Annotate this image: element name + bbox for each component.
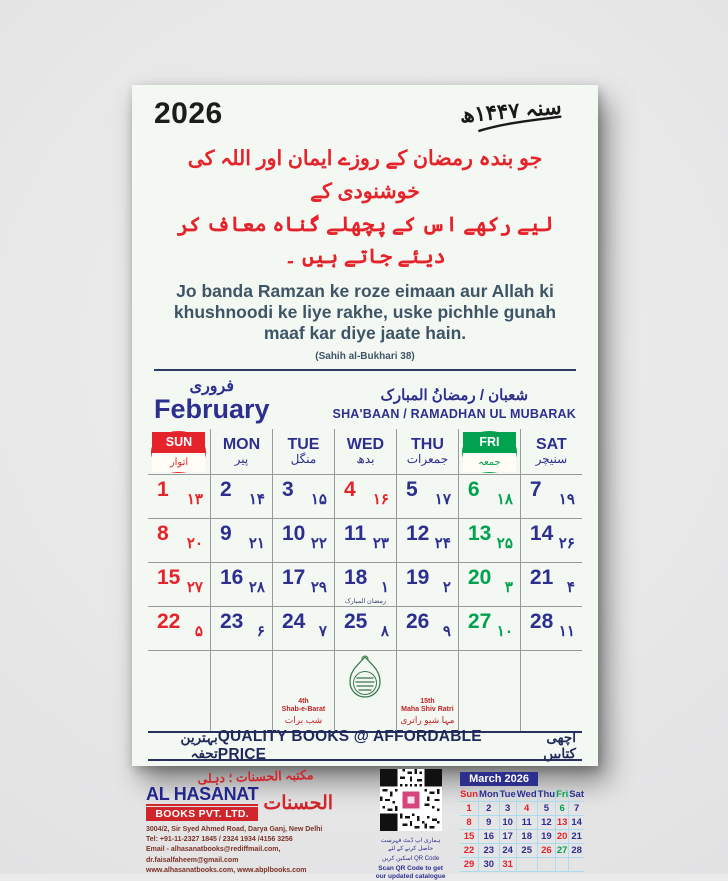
hijri-date: ۴	[566, 579, 575, 597]
hijri-date: ۱۱	[558, 623, 575, 641]
day-cell	[210, 607, 272, 650]
hadith-urdu-line1: جو بندہ رمضان کے روزے ایمان اور اللہ کی خوشنودی کے	[187, 147, 543, 203]
footnote-date: 15th	[420, 697, 435, 705]
footnote-date: 4th	[298, 697, 309, 705]
mini-date: 19	[537, 830, 555, 844]
day-cell	[148, 607, 210, 650]
day-cell	[272, 563, 334, 606]
hijri-date: ۲۹	[310, 579, 327, 597]
ramadan-seal-icon	[345, 653, 385, 705]
day-cell	[272, 607, 334, 650]
day-cell	[396, 519, 458, 562]
mini-date: 3	[499, 802, 516, 816]
hijri-date: ۱	[380, 579, 389, 597]
mini-date	[537, 858, 555, 872]
day-cell	[458, 475, 520, 518]
month-name-urdu: فروری	[189, 378, 234, 396]
mini-date: 15	[460, 830, 478, 844]
week-row	[148, 607, 582, 651]
gregorian-date: 28	[529, 610, 554, 634]
mini-date: 12	[537, 816, 555, 830]
gregorian-date: 13	[467, 522, 492, 546]
gregorian-date: 26	[405, 610, 430, 634]
weekday-wed	[334, 429, 396, 474]
mini-date: 1	[460, 802, 478, 816]
week-row	[148, 563, 582, 607]
day-cell	[148, 475, 210, 518]
gregorian-date: 25	[343, 610, 368, 634]
weekday-sat	[520, 429, 582, 474]
weekday-mon	[210, 429, 272, 474]
day-cell	[396, 475, 458, 518]
mini-date: 27	[556, 845, 568, 857]
weekday-header-row	[148, 429, 582, 475]
day-cell	[520, 519, 582, 562]
day-cell	[334, 607, 396, 650]
weekday-sun	[148, 429, 210, 474]
mini-date: 13	[556, 817, 568, 829]
mini-date: 7	[569, 802, 584, 816]
publisher-subtitle: BOOKS PVT. LTD.	[146, 807, 258, 821]
day-cell	[210, 475, 272, 518]
mini-date: 16	[479, 830, 500, 844]
weekday-urdu: جمعہ	[463, 453, 516, 472]
mini-date: 31	[499, 858, 516, 872]
gregorian-date: 17	[281, 566, 306, 590]
gregorian-date: 22	[157, 610, 181, 634]
islamic-month-urdu: شعبان / رمضانُ المبارک	[380, 387, 529, 405]
mini-date	[556, 858, 569, 872]
week-row	[148, 519, 582, 563]
mini-date: 26	[537, 844, 555, 858]
hijri-year-text: سنہ ۱۴۴۷ھ	[459, 95, 563, 128]
hijri-date: ۱۷	[434, 491, 451, 509]
qr-code-icon	[380, 769, 442, 831]
mini-weekday: Wed	[516, 789, 537, 801]
gregorian-date: 9	[219, 522, 232, 546]
mini-weekday: Thu	[537, 789, 556, 801]
mini-week-row	[460, 830, 584, 844]
mini-weekday: Tue	[499, 789, 516, 801]
hijri-date: ۲۴	[434, 535, 451, 553]
mini-date: 18	[516, 830, 537, 844]
mini-calendar-title: March 2026	[460, 772, 538, 786]
day-cell	[458, 563, 520, 606]
hadith-reference: (Sahih al-Bukhari 38)	[315, 351, 415, 363]
publisher-urdu-mark: الحسنات	[263, 792, 334, 814]
month-header	[132, 371, 598, 427]
mini-date: 20	[556, 831, 568, 843]
mini-date: 23	[479, 844, 500, 858]
hijri-date: ۲۷	[186, 579, 203, 597]
hijri-date: ۲۵	[496, 535, 513, 553]
mini-date: 21	[569, 830, 584, 844]
mini-date: 5	[537, 802, 555, 816]
gregorian-date: 23	[219, 610, 244, 634]
weekday-abbr: TUE	[287, 435, 320, 453]
hijri-date: ۱۸	[496, 491, 513, 509]
day-cell	[334, 475, 396, 518]
footnote-maha-shiv-ratri	[396, 651, 458, 731]
qr-caption-urdu: ہماری اپ ڈیٹ فہرست حاصل کرنے کے لئے	[380, 838, 441, 852]
hijri-date: ۲۱	[248, 535, 265, 553]
mini-weekday: Mon	[479, 789, 499, 801]
calendar-grid	[148, 429, 582, 731]
mini-date: 17	[499, 830, 516, 844]
qr-caption-urdu2: QR Code اسکین کریں	[382, 855, 440, 862]
gregorian-date: 6	[467, 478, 480, 502]
day-cell	[210, 563, 272, 606]
day-cell	[272, 475, 334, 518]
ramadan-start-note: رمضان المبارک	[344, 598, 387, 606]
gregorian-date: 7	[529, 478, 542, 502]
weekday-urdu: پیر	[234, 452, 249, 467]
hadith-transliteration: Jo banda Ramzan ke roze eimaan aur Allah ki khushnoodi ke liye rakhe, uske pichhle gunah maaf kar diye jaate hain.	[173, 281, 557, 344]
day-cell	[458, 519, 520, 562]
mini-date: 6	[556, 802, 569, 816]
hijri-date: ۵	[194, 623, 203, 641]
empty-cell	[458, 651, 520, 731]
gregorian-date: 27	[467, 610, 492, 634]
gregorian-date: 21	[529, 566, 554, 590]
hijri-date: ۳	[504, 579, 513, 597]
day-cell	[458, 607, 520, 650]
mini-weekday: Sun	[460, 789, 479, 801]
tagline-strip	[148, 728, 582, 764]
gregorian-date: 12	[405, 522, 430, 546]
mini-date: 8	[460, 816, 478, 830]
day-cell	[520, 563, 582, 606]
mini-weekday-row	[460, 788, 584, 802]
calendar-page	[132, 85, 598, 881]
mini-date: 11	[516, 816, 537, 830]
weekday-fri	[458, 429, 520, 474]
gregorian-date: 24	[281, 610, 306, 634]
mini-date: 22	[460, 844, 478, 858]
publisher-logo	[146, 785, 258, 821]
tagline-urdu-left: بہترین تحفہ	[180, 730, 218, 762]
day-cell	[396, 563, 458, 606]
day-cell	[148, 519, 210, 562]
qr-section	[373, 769, 448, 881]
gregorian-date: 18	[343, 566, 368, 590]
day-cell-ramadan-start	[334, 563, 396, 606]
publisher-address: 3004/2, Sir Syed Ahmed Road, Darya Ganj, New Delhi	[146, 826, 323, 834]
weekday-abbr: SAT	[535, 435, 567, 453]
month-name: February	[154, 394, 270, 425]
hijri-date: ۷	[318, 623, 327, 641]
hijri-date: ۲۳	[372, 535, 389, 553]
empty-cell	[148, 651, 210, 731]
hijri-date: ۱۵	[310, 491, 327, 509]
publisher-calligraphy: مکتبہ الحسنات ؛ دہلی	[197, 768, 314, 787]
gregorian-date: 10	[281, 522, 306, 546]
mini-date: 24	[499, 844, 516, 858]
tagline-text: QUALITY BOOKS @ AFFORDABLE PRICE	[217, 728, 482, 764]
mini-date: 29	[460, 858, 478, 872]
hijri-date: ۲۸	[248, 579, 265, 597]
footnote-shab-e-barat	[272, 651, 334, 731]
mini-date: 4	[516, 802, 537, 816]
gregorian-year: 2026	[154, 97, 223, 130]
hijri-date: ۹	[442, 623, 451, 641]
mini-date: 2	[479, 802, 500, 816]
mini-date: 14	[569, 816, 584, 830]
weekday-thu	[396, 429, 458, 474]
hijri-date: ۲۰	[186, 535, 203, 553]
hadith-urdu-line2: لیے رکھے اس کے پچھلے گناہ معاف کر دیئے جاتے ہیں ۔	[176, 212, 554, 269]
publisher-block	[146, 769, 365, 876]
day-cell	[334, 519, 396, 562]
hadith-urdu	[154, 143, 576, 274]
mini-date: 25	[516, 844, 537, 858]
mini-date: 9	[479, 816, 500, 830]
hijri-date: ۱۶	[372, 491, 389, 509]
day-cell	[148, 563, 210, 606]
weekday-abbr: THU	[410, 435, 444, 453]
gregorian-date: 15	[157, 566, 181, 590]
weekday-abbr: WED	[346, 435, 385, 453]
gregorian-date: 11	[343, 522, 367, 546]
hijri-date: ۸	[380, 623, 389, 641]
friday-badge	[462, 431, 517, 473]
day-cell	[396, 607, 458, 650]
day-cell	[210, 519, 272, 562]
calendar-header	[132, 85, 598, 371]
weekday-abbr: FRI	[463, 432, 516, 453]
mini-weekday: Sat	[569, 789, 584, 801]
hijri-year-calligraphy	[459, 95, 563, 135]
gregorian-date: 1	[157, 478, 169, 502]
hijri-date: ۱۹	[558, 491, 575, 509]
weekday-abbr: SUN	[152, 432, 205, 453]
day-cell	[520, 607, 582, 650]
weekday-urdu: منگل	[290, 452, 317, 467]
empty-cell	[210, 651, 272, 731]
next-month-calendar	[456, 769, 584, 872]
gregorian-date: 14	[529, 522, 554, 546]
mini-date: 30	[479, 858, 500, 872]
gregorian-date: 4	[343, 478, 356, 502]
tagline-urdu-right: اچھی کتابیں	[543, 730, 576, 762]
weekday-urdu: جمعرات	[406, 452, 449, 467]
footnote-name: Maha Shiv Ratri	[401, 706, 454, 714]
empty-cell	[520, 651, 582, 731]
hijri-date: ۲۲	[310, 535, 327, 553]
weekday-abbr: MON	[222, 435, 261, 453]
week-row	[148, 475, 582, 519]
weekday-urdu: بدھ	[356, 452, 375, 467]
hijri-date: ۲	[442, 579, 451, 597]
footnote-urdu: شب برات	[284, 714, 323, 725]
gregorian-date: 3	[281, 478, 294, 502]
qr-caption-english: Scan QR Code to get our updated catalogue	[375, 864, 446, 881]
mini-week-row	[460, 844, 584, 858]
hijri-date: ۱۴	[248, 491, 265, 509]
day-cell	[520, 475, 582, 518]
mini-weekday: Fri	[556, 789, 569, 801]
gregorian-date: 19	[405, 566, 430, 590]
mini-date	[516, 858, 537, 872]
publisher-name: AL HASANAT	[146, 784, 259, 805]
gregorian-date: 2	[219, 478, 232, 502]
publisher-footer	[132, 761, 598, 881]
mini-week-row	[460, 802, 584, 816]
weekday-tue	[272, 429, 334, 474]
publisher-website: www.alhasanatbooks.com, www.abplbooks.com	[146, 866, 307, 874]
sunday-badge	[151, 431, 206, 473]
gregorian-date: 8	[157, 522, 169, 546]
hijri-date: ۱۰	[496, 623, 513, 641]
hijri-date: ۲۶	[558, 535, 575, 553]
weekday-urdu: سنیچر	[535, 452, 568, 467]
seal-cell	[334, 651, 396, 731]
publisher-phone: Tel: +91-11-2327 1845 / 2324 1934 /4156 3256	[146, 836, 293, 844]
gregorian-date: 16	[219, 566, 244, 590]
mini-week-row	[460, 816, 584, 830]
publisher-email: Email - alhasanatbooks@rediffmail.com, dr.faisalfaheem@gmail.com	[146, 846, 281, 864]
mini-date: 10	[499, 816, 516, 830]
notes-row	[148, 651, 582, 731]
islamic-month-english: SHA'BAAN / RAMADHAN UL MUBARAK	[332, 407, 576, 422]
mini-date: 28	[569, 844, 584, 858]
hijri-date: ۱۳	[186, 491, 203, 509]
footnote-urdu: مہا شیو راتری	[400, 714, 455, 725]
gregorian-date: 20	[467, 566, 492, 590]
mini-week-row	[460, 858, 584, 872]
gregorian-date: 5	[405, 478, 418, 502]
day-cell	[272, 519, 334, 562]
weekday-urdu: اتوار	[152, 453, 205, 472]
hijri-date: ۶	[256, 623, 265, 641]
footnote-name: Shab-e-Barat	[281, 706, 326, 714]
mini-date	[569, 858, 584, 872]
